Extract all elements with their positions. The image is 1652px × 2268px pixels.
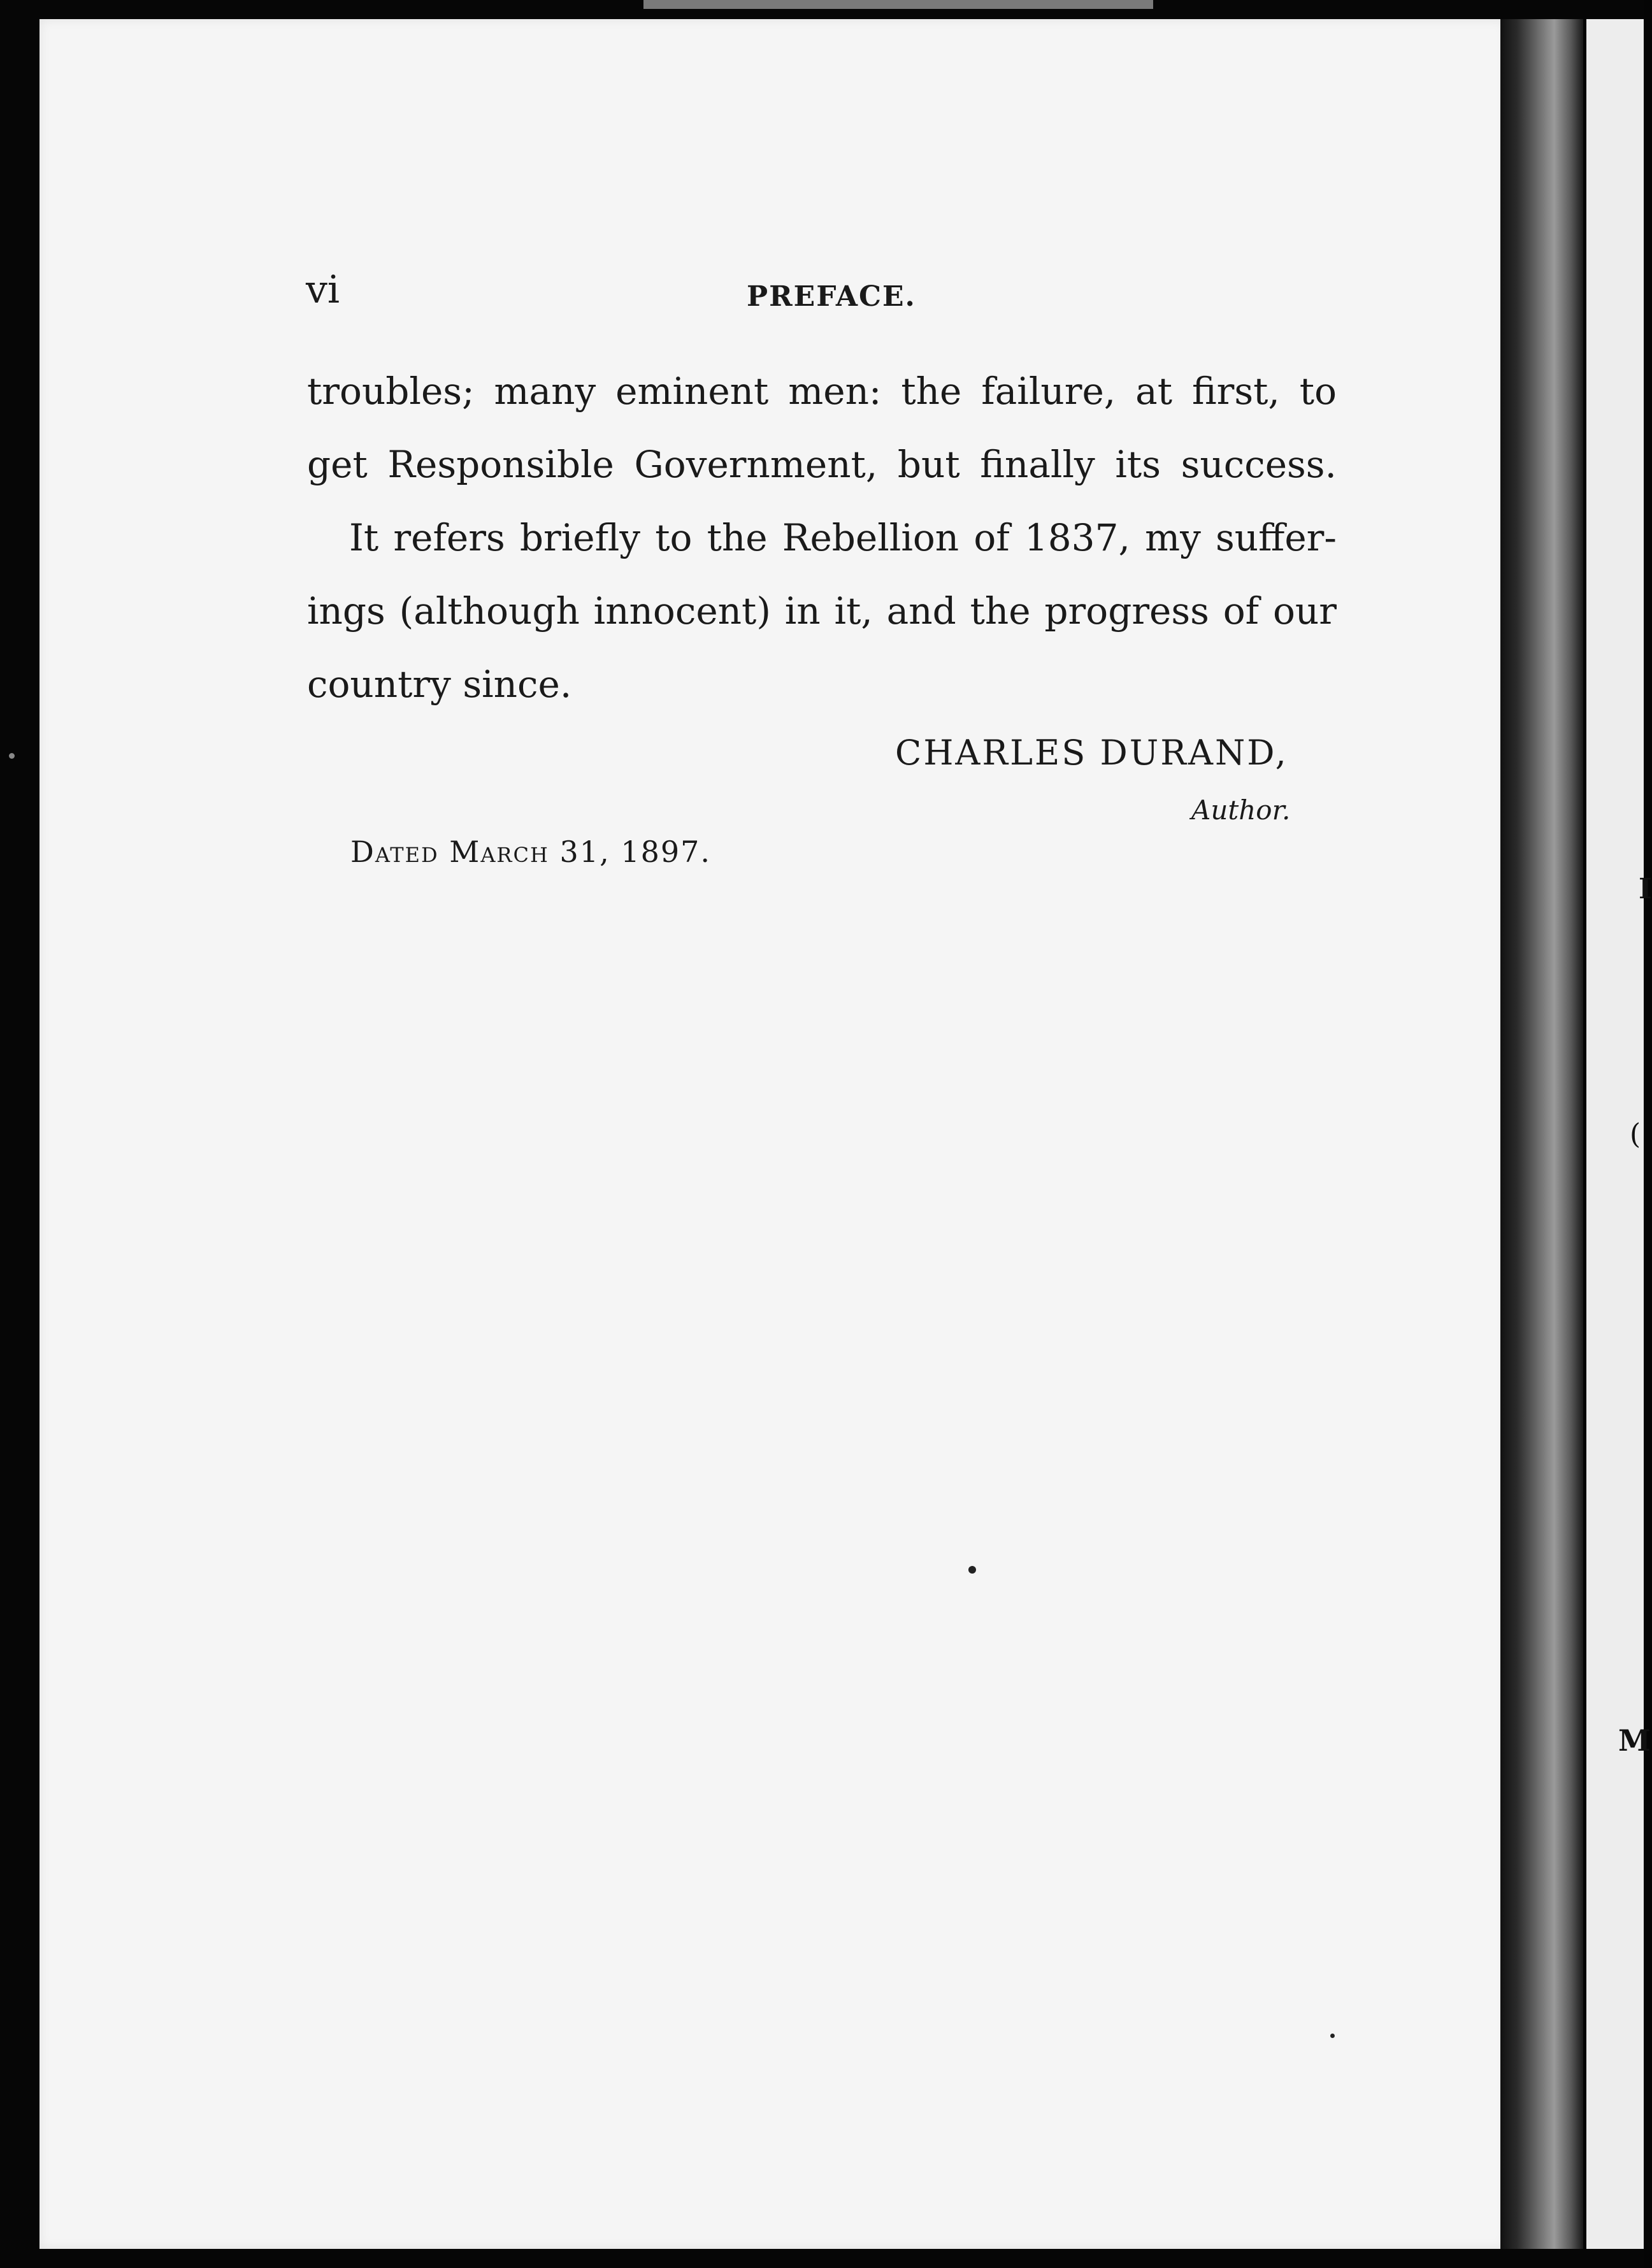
body-line: ings (although innocent) in it, and the progress of our <box>307 589 1337 633</box>
top-edge-strip <box>643 0 1153 9</box>
body-line: troubles; many eminent men: the failure, at first, to <box>307 370 1337 413</box>
facing-page-fragment: I <box>1639 873 1652 905</box>
running-head: PREFACE. <box>747 280 916 313</box>
facing-page-fragment: M <box>1618 1723 1651 1758</box>
body-line: get Responsible Government, but finally its success. <box>307 443 1337 486</box>
date-line: Dated March 31, 1897. <box>350 835 712 869</box>
facing-page-fragment: ( <box>1630 1118 1641 1151</box>
page-number: vi <box>306 268 340 312</box>
body-line: country since. <box>307 663 572 706</box>
ink-speck <box>9 753 15 759</box>
author-signature: CHARLES DURAND, <box>895 733 1288 773</box>
page-gutter <box>1500 19 1583 2249</box>
book-page <box>40 19 1506 2249</box>
ink-speck <box>968 1566 976 1574</box>
ink-speck <box>1330 2034 1335 2038</box>
body-line: It refers briefly to the Rebellion of 1837, my suffer- <box>349 516 1337 559</box>
author-role: Author. <box>1191 794 1291 826</box>
